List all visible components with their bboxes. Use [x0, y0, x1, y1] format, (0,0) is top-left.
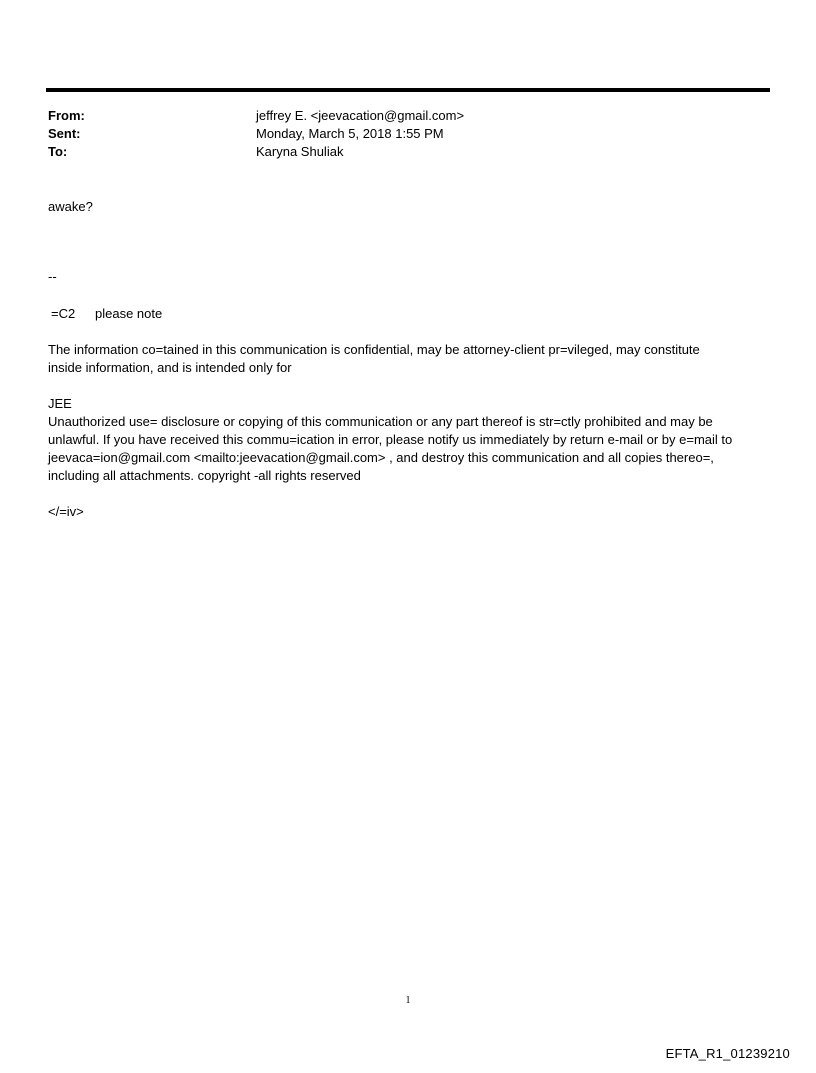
header-divider-rule	[46, 88, 770, 92]
disclaimer-line: Unauthorized use= disclosure or copying of this communication or any part thereof is str=ctly prohibited and may be	[48, 414, 713, 429]
signature-separator: --	[48, 269, 57, 284]
confidentiality-paragraph	[48, 341, 772, 377]
closing-tag-text: </=iv>	[48, 504, 84, 519]
page-number: 1	[405, 995, 411, 1006]
from-value: jeffrey E. <jeevacation@gmail.com>	[256, 108, 465, 123]
from-row	[48, 107, 768, 125]
to-row	[48, 143, 768, 161]
disclaimer-paragraph	[48, 395, 772, 485]
greeting-text: awake?	[48, 199, 93, 214]
sent-row	[48, 125, 768, 143]
disclaimer-line: unlawful. If you have received this commu=ication in error, please notify us immediately by return e-mail or by e=mail to	[48, 432, 733, 447]
note-text: please note	[95, 306, 163, 321]
document-id: EFTA_R1_01239210	[665, 1046, 790, 1061]
jee-label: JEE	[48, 396, 72, 411]
to-value: Karyna Shuliak	[256, 144, 344, 159]
confidentiality-line: The information co=tained in this communication is confidential, may be attorney-client pr=vileged, may constitute	[48, 342, 700, 357]
sent-label: Sent:	[48, 126, 81, 141]
from-label: From:	[48, 108, 85, 123]
disclaimer-line: including all attachments. copyright -all rights reserved	[48, 468, 361, 483]
please-note-line	[48, 305, 772, 323]
disclaimer-line: jeevaca=ion@gmail.com <mailto:jeevacation@gmail.com> , and destroy this communication and all copies thereo=,	[48, 450, 714, 465]
sent-value: Monday, March 5, 2018 1:55 PM	[256, 126, 444, 141]
confidentiality-line: inside information, and is intended only for	[48, 360, 292, 375]
email-header	[48, 107, 768, 161]
to-label: To:	[48, 144, 68, 159]
note-code: =C2	[51, 306, 76, 321]
